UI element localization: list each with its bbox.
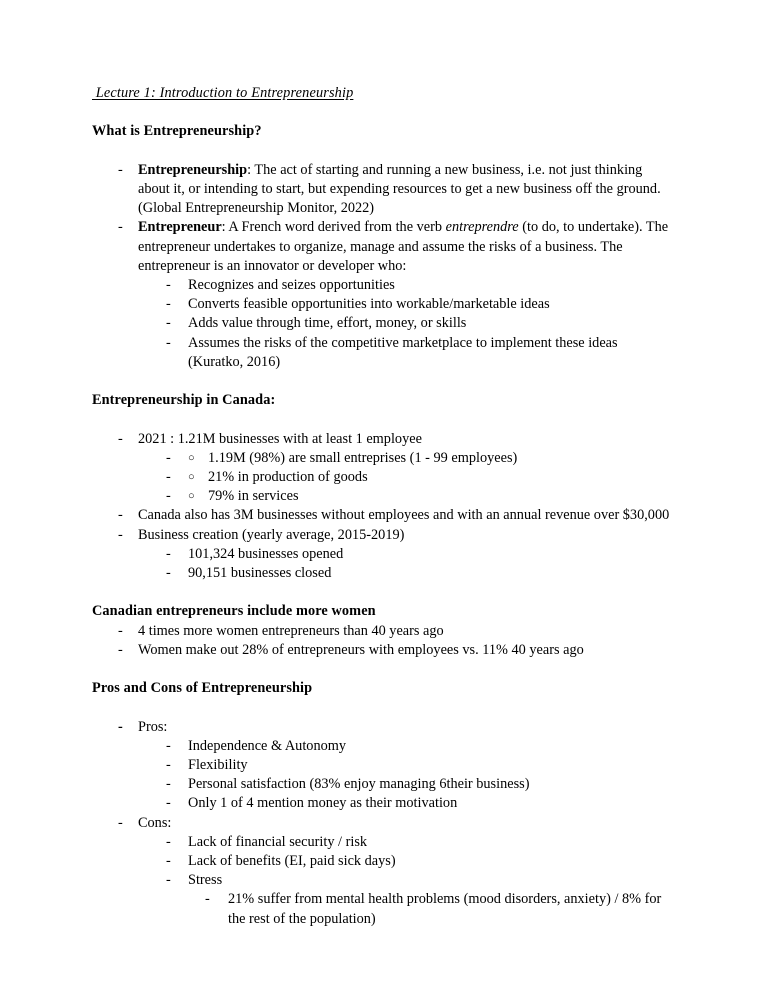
list-item: [92, 718, 670, 737]
list-item-text: [138, 161, 670, 219]
bullet-dash-icon: -: [118, 641, 123, 658]
bullet-dash-icon: -: [166, 757, 171, 773]
list-item-text: [188, 871, 670, 890]
bullet-dash-icon: -: [205, 891, 210, 908]
spacer: [92, 698, 670, 717]
page-title: Lecture 1: Introduction to Entrepreneurship: [92, 85, 354, 101]
sections-container: [92, 122, 670, 928]
list-item-text: [188, 794, 670, 813]
bullet-dash-icon: -: [166, 833, 171, 850]
bullet-dash-icon: -: [118, 526, 123, 543]
bullet-dash-icon: -: [166, 565, 171, 582]
item-text-part: 2021 : 1.21M businesses with at least 1 employee: [138, 430, 422, 447]
list-item-text: [138, 218, 670, 276]
list-item-text: [208, 449, 670, 468]
spacer: [92, 660, 670, 679]
bullet-dash-icon: -: [166, 853, 171, 870]
item-text-part: Canada also has 3M businesses without employees and with an annual revenue over $30,000: [138, 507, 670, 524]
bullet-circle-icon: ○: [188, 490, 195, 503]
list-item: [92, 449, 670, 468]
item-text-part: : The act of starting and running a new business, i.e. not just thinking about it, or intending to start, but expending resources to get a new business off the ground. (Global Entrepreneurship Monitor, 2022): [138, 161, 661, 217]
spacer: [92, 583, 670, 602]
item-text-part: Business creation (yearly average, 2015-2019): [138, 526, 405, 543]
list-item: [92, 276, 670, 295]
list-item-text: [188, 545, 670, 564]
list-item-text: [228, 890, 670, 928]
bullet-dash-icon: -: [166, 449, 171, 466]
list-item-text: [188, 276, 670, 295]
item-text-part: Flexibility: [188, 757, 248, 773]
list-item: [92, 871, 670, 890]
section-heading: Entrepreneurship in Canada:: [92, 392, 276, 409]
section-heading: What is Entrepreneurship?: [92, 123, 262, 140]
bullet-dash-icon: -: [166, 334, 171, 351]
item-text-part: Lack of financial security / risk: [188, 833, 368, 850]
list-item: [92, 737, 670, 756]
item-text-part: 4 times more women entrepreneurs than 40 years ago: [138, 622, 444, 639]
list-item-text: [188, 833, 670, 852]
list-item: [92, 756, 670, 775]
item-text-part: Assumes the risks of the competitive marketplace to implement these ideas (Kuratko, 2016): [188, 334, 618, 370]
list-item-text: [188, 295, 670, 314]
spacer: [92, 372, 670, 391]
item-text-part: Adds value through time, effort, money, or skills: [188, 315, 467, 332]
list-item-text: [188, 756, 670, 775]
list-item: [92, 814, 670, 833]
bullet-dash-icon: -: [166, 296, 171, 313]
item-text-part: 21% in production of goods: [208, 469, 368, 485]
list-item: [92, 218, 670, 276]
item-text-part: 101,324 businesses opened: [188, 545, 344, 562]
item-text-part: Stress: [188, 872, 223, 889]
list-item-text: [138, 526, 670, 545]
list-item: [92, 506, 670, 525]
list-item: [92, 833, 670, 852]
bullet-dash-icon: -: [166, 776, 171, 793]
list-item: [92, 161, 670, 219]
item-text-part: Recognizes and seizes opportunities: [188, 277, 395, 293]
list-item: [92, 564, 670, 583]
list-item: [92, 622, 670, 641]
list-item-text: [138, 641, 670, 660]
item-text-part: Cons:: [138, 814, 172, 831]
list-item-text: [188, 564, 670, 583]
item-text-part: Independence & Autonomy: [188, 737, 347, 754]
bullet-dash-icon: -: [166, 277, 171, 293]
item-text-part: (to do, to undertake). The entrepreneur undertakes to organize, manage and assume the risks of a business. The entrepreneur is an innovator or developer who:: [138, 219, 669, 274]
bullet-dash-icon: -: [118, 507, 123, 524]
list-item: [92, 334, 670, 372]
item-text-part: Women make out 28% of entrepreneurs with employees vs. 11% 40 years ago: [138, 641, 584, 658]
list-item-text: [138, 622, 670, 641]
list-item-text: [138, 506, 670, 525]
list-item: [92, 526, 670, 545]
list-item: [92, 468, 670, 487]
item-text-part: 79% in services: [208, 488, 299, 505]
item-text-part: 1.19M (98%) are small entreprises (1 - 99 employees): [208, 449, 518, 466]
list-item-text: [188, 737, 670, 756]
item-text-part: Pros:: [138, 718, 168, 735]
list-item-text: [188, 775, 670, 794]
bullet-dash-icon: -: [118, 161, 123, 178]
section-heading: Pros and Cons of Entrepreneurship: [92, 680, 313, 697]
item-text-part: Personal satisfaction (83% enjoy managing 6their business): [188, 776, 530, 793]
list-item-text: [208, 487, 670, 506]
list-item: [92, 545, 670, 564]
spacer: [92, 103, 670, 122]
list-item: [92, 314, 670, 333]
list-item-text: [188, 334, 670, 372]
item-text-part: 21% suffer from mental health problems (mood disorders, anxiety) / 8% for the rest of the population): [228, 891, 662, 927]
bullet-circle-icon: ○: [188, 451, 195, 464]
list-item: [92, 430, 670, 449]
list-item: [92, 641, 670, 660]
item-text-part: : A French word derived from the verb: [221, 219, 446, 236]
term-label: Entrepreneur: [138, 219, 222, 236]
bullet-dash-icon: -: [166, 469, 171, 485]
bullet-dash-icon: -: [118, 718, 123, 735]
list-item: [92, 890, 670, 928]
list-item: [92, 794, 670, 813]
bullet-dash-icon: -: [118, 430, 123, 447]
bullet-dash-icon: -: [166, 872, 171, 889]
bullet-dash-icon: -: [166, 315, 171, 332]
list-item-text: [188, 314, 670, 333]
bullet-dash-icon: -: [166, 795, 171, 812]
list-item: [92, 775, 670, 794]
bullet-dash-icon: -: [118, 219, 123, 236]
item-text-part: Converts feasible opportunities into workable/marketable ideas: [188, 296, 550, 313]
list-item: [92, 487, 670, 506]
bullet-dash-icon: -: [166, 488, 171, 505]
spacer: [92, 142, 670, 161]
spacer: [92, 410, 670, 429]
bullet-circle-icon: ○: [188, 471, 195, 483]
italic-term: entreprendre: [445, 219, 519, 236]
bullet-dash-icon: -: [118, 622, 123, 639]
bullet-dash-icon: -: [166, 737, 171, 754]
item-text-part: Only 1 of 4 mention money as their motivation: [188, 795, 458, 812]
list-item-text: [208, 468, 670, 487]
item-text-part: 90,151 businesses closed: [188, 565, 332, 582]
item-text-part: Lack of benefits (EI, paid sick days): [188, 853, 396, 870]
list-item: [92, 295, 670, 314]
term-label: Entrepreneurship: [138, 161, 248, 178]
list-item-text: [138, 430, 670, 449]
list-item-text: [138, 814, 670, 833]
list-item: [92, 852, 670, 871]
document-body: [92, 84, 670, 929]
bullet-dash-icon: -: [118, 814, 123, 831]
list-item-text: [138, 718, 670, 737]
section-heading: Canadian entrepreneurs include more women: [92, 603, 376, 620]
list-item-text: [188, 852, 670, 871]
bullet-dash-icon: -: [166, 545, 171, 562]
